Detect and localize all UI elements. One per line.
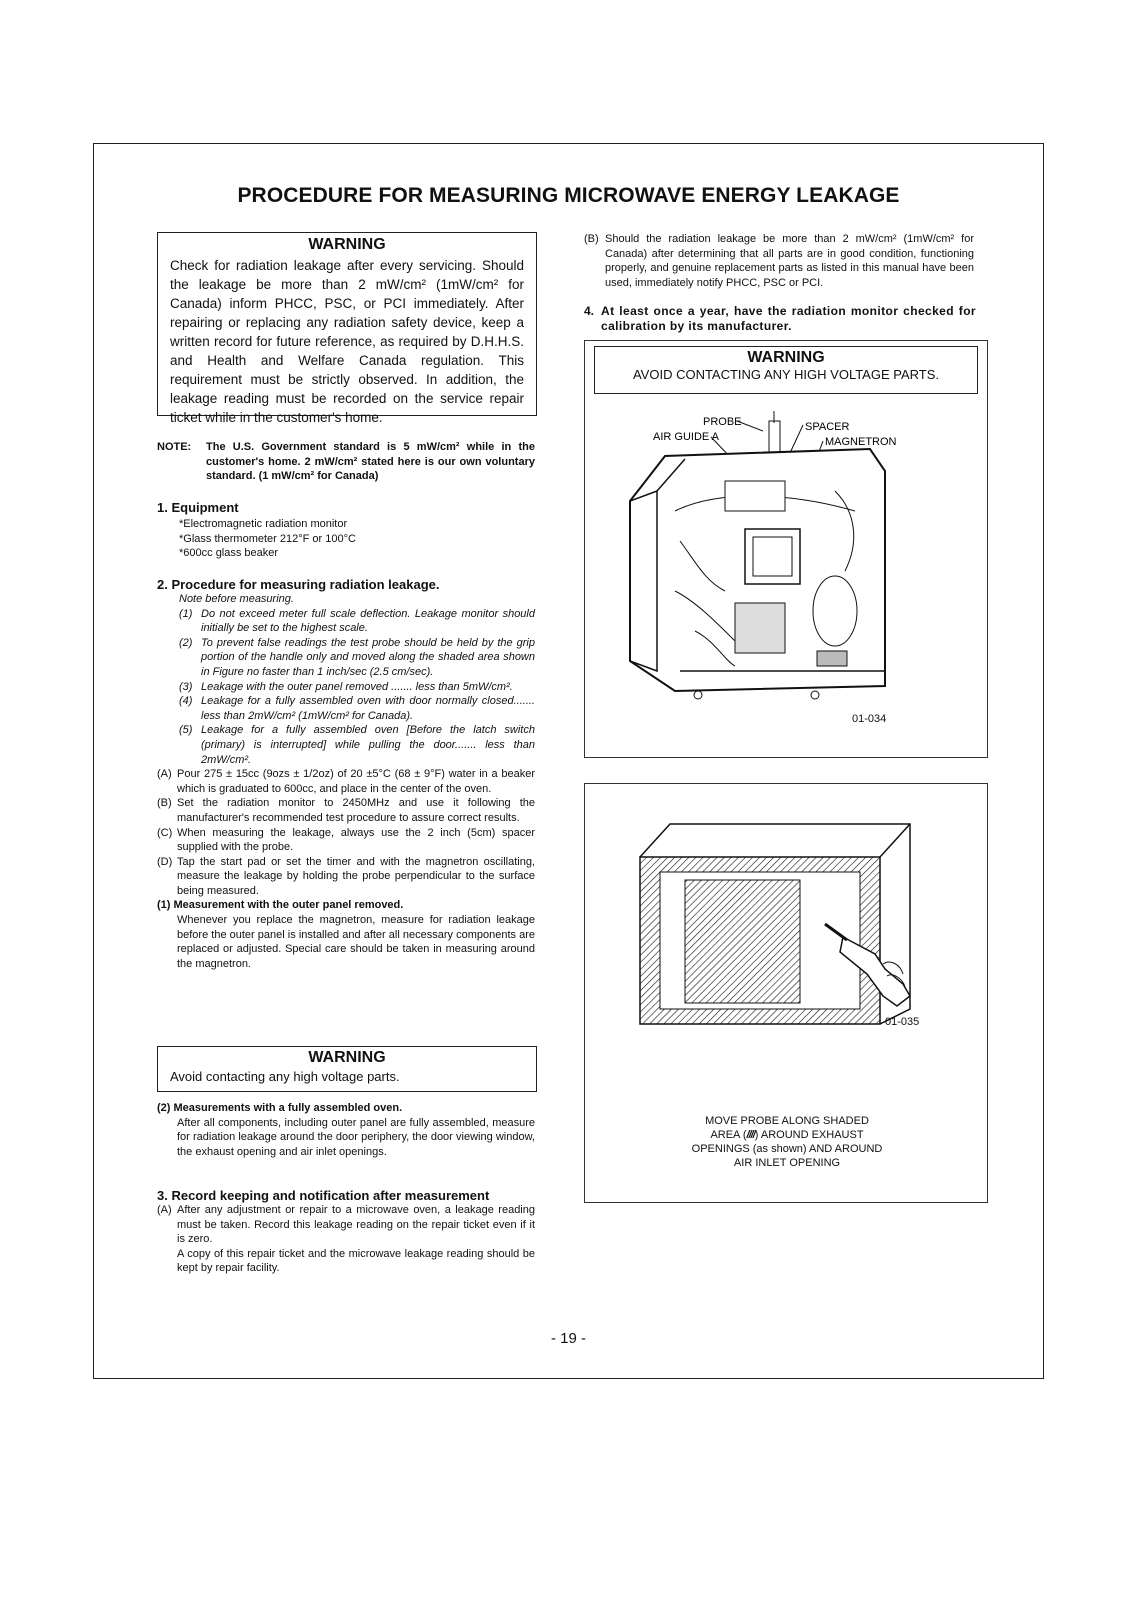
procedure-heading: 2. Procedure for measuring radiation leakage. <box>157 577 440 592</box>
procedure-item: (4) Leakage for a fully assembled oven with door normally closed....... less than 2mW/cm² (1mW/cm² for Canada). <box>179 695 535 722</box>
right-item-4: 4. At least once a year, have the radiation monitor checked for calibration by its manufacturer. <box>584 304 976 333</box>
figure-door-scan <box>584 783 988 1203</box>
warning-heading: WARNING <box>308 1049 386 1066</box>
air-guide-label: AIR GUIDE A <box>653 431 720 443</box>
note-text: The U.S. Government standard is 5 mW/cm² while in the customer's home. 2 mW/cm² stated here is our own voluntary standard. (1 mW/cm² for Canada) <box>206 441 535 483</box>
right-item-b: (B) Should the radiation leakage be more than 2 mW/cm² (1mW/cm² for Canada) after determining that all parts are in good condition, functioning properly, and genuine replacement parts as listed in this manual have been used, immediately notify PHCC, PSC or PCI. <box>584 233 974 289</box>
record-step: (A) After any adjustment or repair to a microwave oven, a leakage reading must be taken. Record this leakage reading on the repair ticket even if it is zero. <box>157 1204 535 1246</box>
procedure-step: (D) Tap the start pad or set the timer and with the magnetron oscillating, measure the leakage by holding the probe perpendicular to the surface being measured. <box>157 855 535 897</box>
warning-text: Check for radiation leakage after every servicing. Should the leakage be more than 2 mW/cm² (1mW/cm² for Canada) inform PHCC, PSC, or PCI immediately. After repairing or replacing any radiation safety device, keep a written record for future reference, as required by D.H.H.S. and Health and Welfare Canada regulation. This requirement must be strictly observed. In addition, the leakage reading must be recorded on the service repair ticket while in the customer's home. <box>170 258 524 425</box>
page-number: - 19 - <box>550 1330 586 1347</box>
procedure-step: (C) When measuring the leakage, always use the 2 inch (5cm) spacer supplied with the probe. <box>157 826 535 854</box>
figure-caption: MOVE PROBE ALONG SHADED AREA (////) AROUND EXHAUST OPENINGS (as shown) AND AROUND AIR INLET OPENING <box>691 1115 883 1169</box>
note-label: NOTE: <box>157 441 192 453</box>
equipment-section <box>157 500 535 561</box>
procedure-item: (3) Leakage with the outer panel removed ....... less than 5mW/cm². <box>179 680 513 693</box>
record-step: A copy of this repair ticket and the microwave leakage reading should be kept by repair facility. <box>177 1247 535 1275</box>
equipment-item: *600cc glass beaker <box>179 547 279 560</box>
sub2-section <box>157 1101 535 1159</box>
spacer-label: SPACER <box>805 421 850 433</box>
procedure-step: (A) Pour 275 ± 15cc (9ozs ± 1/2oz) of 20 ±5°C (68 ± 9°F) water in a beaker which is graduated to 600cc, and place in the center of the oven. <box>157 768 535 795</box>
sub2-text: After all components, including outer panel are fully assembled, measure for radiation leakage around the door periphery, the door viewing window, the exhaust opening and air inlet openings. <box>177 1116 535 1158</box>
oven-internal-drawing <box>585 341 989 759</box>
procedure-item: (5) Leakage for a fully assembled oven [Before the latch switch (primary) is interrupted] while pulling the door....... less than 2mW/cm². <box>179 724 535 766</box>
warning-text: Avoid contacting any high voltage parts. <box>170 1069 400 1084</box>
sub2-heading: (2) Measurements with a fully assembled oven. <box>157 1102 403 1114</box>
warning-text: AVOID CONTACTING ANY HIGH VOLTAGE PARTS. <box>632 367 940 382</box>
figure-oven-internal <box>584 340 988 758</box>
magnetron-label: MAGNETRON <box>825 436 897 448</box>
note <box>157 440 535 484</box>
warning-heading: WARNING <box>308 236 386 253</box>
figure-code: 01-034 <box>852 713 887 725</box>
probe-label: PROBE <box>703 416 742 428</box>
procedure-step: (B) Set the radiation monitor to 2450MHz and use it following the manufacturer's recommended test procedure to assure correct results. <box>157 797 535 824</box>
figure-code: 01-035 <box>885 1016 920 1028</box>
page-title: PROCEDURE FOR MEASURING MICROWAVE ENERGY LEAKAGE <box>237 184 900 207</box>
warning-box-main <box>157 232 537 425</box>
equipment-heading: 1. Equipment <box>157 500 239 515</box>
equipment-item: *Glass thermometer 212°F or 100°C <box>179 532 356 545</box>
record-heading: 3. Record keeping and notification after measurement <box>157 1188 490 1203</box>
warning-heading: WARNING <box>747 349 825 366</box>
procedure-item: (1) Do not exceed meter full scale deflection. Leakage monitor should initially be set to the highest scale. <box>179 607 535 635</box>
equipment-item: *Electromagnetic radiation monitor <box>179 518 348 530</box>
record-section <box>157 1188 535 1276</box>
procedure-section <box>157 577 535 971</box>
warning-box-high-voltage <box>157 1046 537 1092</box>
procedure-note: Note before measuring. <box>179 593 294 605</box>
sub1-text: Whenever you replace the magnetron, measure for radiation leakage before the outer panel is installed and after all necessary components are replaced or adjusted. Special care should be taken in measuring around the magnetron. <box>177 914 535 970</box>
procedure-item: (2) To prevent false readings the test probe should be held by the grip portion of the handle only and moved along the shaded area shown in Figure no faster than 1 inch/sec (2.5 cm/sec). <box>179 636 535 678</box>
sub1-heading: (1) Measurement with the outer panel removed. <box>157 899 404 912</box>
